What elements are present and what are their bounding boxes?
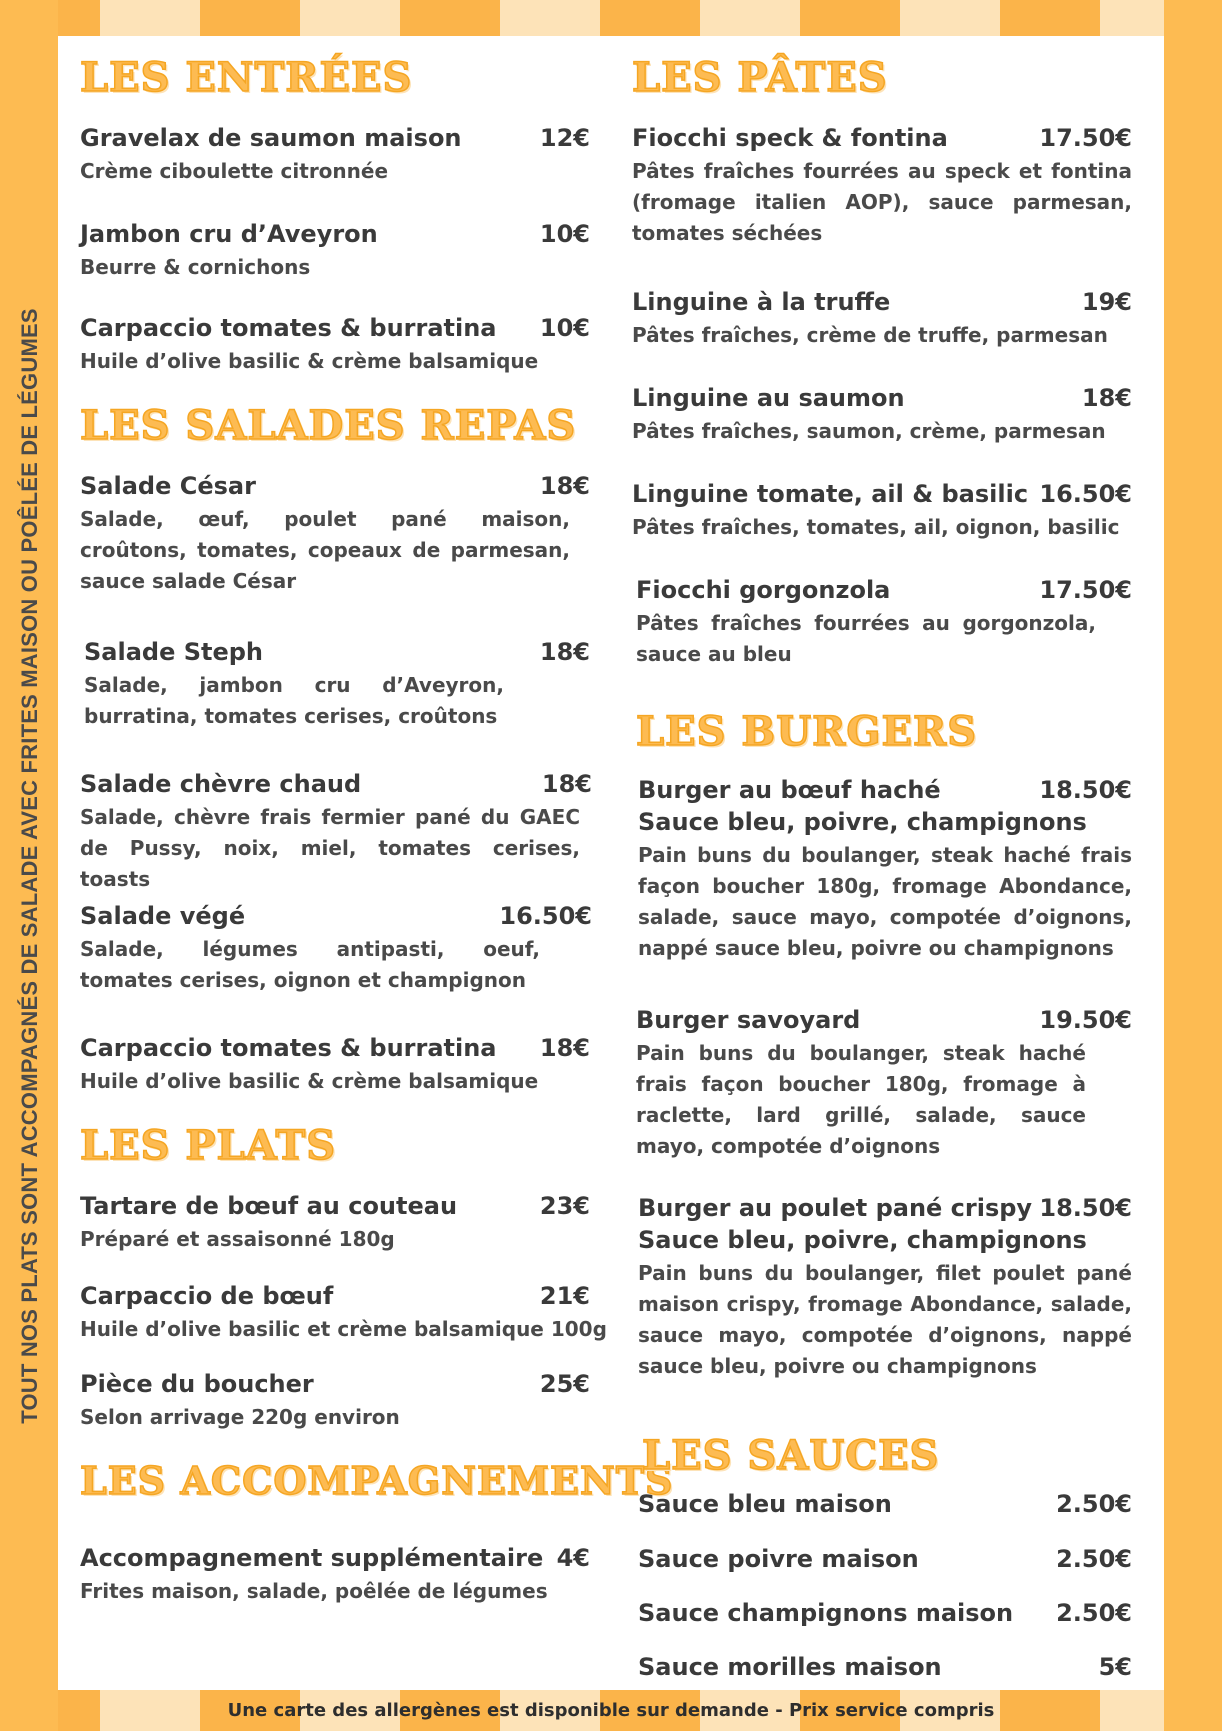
item-desc: Préparé et assaisonné 180g [80, 1227, 395, 1251]
item-price: 16.50€ [499, 902, 592, 930]
item-name: Sauce morilles maison [638, 1653, 942, 1681]
item-desc: Pâtes fraîches, crème de truffe, parmesan [632, 323, 1108, 347]
item-name: Carpaccio tomates & burratina [80, 1034, 497, 1062]
item-name: Burger savoyard [636, 1006, 861, 1034]
item-price: 2.50€ [1056, 1490, 1132, 1518]
item-desc: Pain buns du boulanger, filet poulet pané maison crispy, fromage Abondance, salade, sauce mayo, compotée d’oignons, nappé sauce bleu, poivre ou champignons [638, 1261, 1132, 1378]
item-desc: Pain buns du boulanger, steak haché frais façon boucher 180g, fromage Abondance, salade, sauce mayo, compotée d’oignons, nappé sauce bleu, poivre ou champignons [638, 843, 1132, 960]
item-subtitle: Sauce bleu, poivre, champignons [638, 808, 1087, 836]
item-name: Fiocchi gorgonzola [636, 576, 891, 604]
item-desc: Pâtes fraîches, tomates, ail, oignon, basilic [632, 515, 1120, 539]
menu-item [632, 480, 1132, 543]
section-title-pates: LES PÂTES [632, 54, 888, 101]
item-name: Carpaccio de bœuf [80, 1282, 334, 1310]
item-price: 18.50€ [1039, 1194, 1132, 1222]
item-name: Fiocchi speck & fontina [632, 124, 948, 152]
item-desc: Huile d’olive basilic & crème balsamique [80, 349, 539, 373]
item-desc: Pâtes fraîches fourrées au speck et fontina (fromage italien AOP), sauce parmesan, tomates séchées [632, 159, 1132, 245]
menu-item [84, 638, 590, 732]
item-price: 16.50€ [1039, 480, 1132, 508]
item-price: 10€ [539, 314, 590, 342]
item-price: 2.50€ [1056, 1599, 1132, 1627]
item-desc: Salade, chèvre frais fermier pané du GAEC de Pussy, noix, miel, tomates cerises, toasts [80, 805, 580, 891]
menu-item [632, 384, 1132, 447]
item-desc: Huile d’olive basilic et crème balsamique 100g [80, 1317, 607, 1341]
item-price: 17.50€ [1039, 124, 1132, 152]
item-price: 23€ [539, 1192, 590, 1220]
right-band [1164, 0, 1222, 1731]
menu-item [638, 776, 1132, 964]
section-title-salades: LES SALADES REPAS [80, 402, 577, 449]
item-price: 18€ [1081, 384, 1132, 412]
menu-item [80, 770, 592, 895]
menu-item [636, 1006, 1132, 1162]
item-desc: Selon arrivage 220g environ [80, 1405, 400, 1429]
menu-panel [58, 36, 1164, 1690]
menu-item [80, 902, 592, 996]
item-price: 2.50€ [1056, 1545, 1132, 1573]
item-desc: Salade, œuf, poulet pané maison, croûtons, tomates, copeaux de parmesan, sauce salade César [80, 507, 570, 593]
item-name: Salade Steph [84, 638, 264, 666]
item-price: 12€ [539, 124, 590, 152]
section-title-accompagnements: LES ACCOMPAGNEMENTS [80, 1458, 674, 1503]
menu-item [638, 1599, 1132, 1627]
item-subtitle: Sauce bleu, poivre, champignons [638, 1226, 1087, 1254]
item-price: 25€ [539, 1370, 590, 1398]
menu-item [638, 1545, 1132, 1573]
item-name: Sauce champignons maison [638, 1599, 1014, 1627]
menu-item [80, 1544, 590, 1607]
item-name: Burger au poulet pané crispy [638, 1194, 1033, 1222]
section-title-entrees: LES ENTRÉES [80, 54, 413, 101]
item-price: 10€ [539, 220, 590, 248]
side-note: TOUT NOS PLATS SONT ACCOMPAGNÉS DE SALADE AVEC FRITES MAISON OU POÊLÉE DE LÉGUMES [17, 308, 42, 1424]
menu-item [80, 314, 590, 377]
item-name: Gravelax de saumon maison [80, 124, 462, 152]
menu-item [80, 1282, 607, 1345]
item-name: Salade végé [80, 902, 246, 930]
section-title-plats: LES PLATS [80, 1122, 337, 1169]
item-price: 18€ [539, 638, 590, 666]
item-price: 17.50€ [1039, 576, 1132, 604]
item-name: Burger au bœuf haché [638, 776, 941, 804]
item-price: 19€ [1081, 288, 1132, 316]
item-price: 21€ [539, 1282, 590, 1310]
item-price: 18.50€ [1039, 776, 1132, 804]
menu-item [638, 1194, 1132, 1382]
item-desc: Salade, légumes antipasti, oeuf, tomates cerises, oignon et champignon [80, 937, 540, 992]
item-price: 18€ [541, 770, 592, 798]
item-name: Sauce poivre maison [638, 1545, 919, 1573]
allergen-footer: Une carte des allergènes est disponible sur demande - Prix service compris [227, 1700, 995, 1721]
item-name: Linguine au saumon [632, 384, 905, 412]
item-name: Salade chèvre chaud [80, 770, 362, 798]
menu-item [80, 1370, 590, 1433]
item-desc: Frites maison, salade, poêlée de légumes [80, 1579, 548, 1603]
menu-item [636, 576, 1132, 670]
menu-item [80, 1034, 590, 1097]
item-desc: Pâtes fraîches, saumon, crème, parmesan [632, 419, 1106, 443]
item-name: Accompagnement supplémentaire [80, 1544, 544, 1572]
section-title-sauces: LES SAUCES [642, 1432, 940, 1479]
menu-item [638, 1653, 1132, 1681]
menu-item [632, 124, 1132, 249]
menu-item [80, 124, 590, 187]
item-name: Tartare de bœuf au couteau [80, 1192, 458, 1220]
item-price: 4€ [556, 1544, 590, 1572]
item-price: 18€ [539, 472, 590, 500]
item-name: Jambon cru d’Aveyron [80, 220, 378, 248]
item-name: Carpaccio tomates & burratina [80, 314, 497, 342]
item-price: 5€ [1098, 1653, 1132, 1681]
item-price: 18€ [539, 1034, 590, 1062]
item-desc: Beurre & cornichons [80, 255, 311, 279]
item-name: Salade César [80, 472, 256, 500]
section-title-burgers: LES BURGERS [636, 708, 978, 755]
item-name: Pièce du boucher [80, 1370, 314, 1398]
item-desc: Salade, jambon cru d’Aveyron, burratina, tomates cerises, croûtons [84, 673, 504, 728]
item-desc: Pâtes fraîches fourrées au gorgonzola, sauce au bleu [636, 611, 1096, 666]
item-name: Linguine à la truffe [632, 288, 891, 316]
item-name: Linguine tomate, ail & basilic [632, 480, 1029, 508]
menu-item [80, 220, 590, 283]
menu-item [638, 1490, 1132, 1518]
menu-item [632, 288, 1132, 351]
item-desc: Crème ciboulette citronnée [80, 159, 389, 183]
item-desc: Huile d’olive basilic & crème balsamique [80, 1069, 539, 1093]
item-desc: Pain buns du boulanger, steak haché frais façon boucher 180g, fromage à raclette, lard grillé, salade, sauce mayo, compotée d’oignons [636, 1041, 1086, 1158]
menu-item [80, 1192, 590, 1255]
menu-item [80, 472, 590, 597]
item-price: 19.50€ [1039, 1006, 1132, 1034]
item-name: Sauce bleu maison [638, 1490, 892, 1518]
